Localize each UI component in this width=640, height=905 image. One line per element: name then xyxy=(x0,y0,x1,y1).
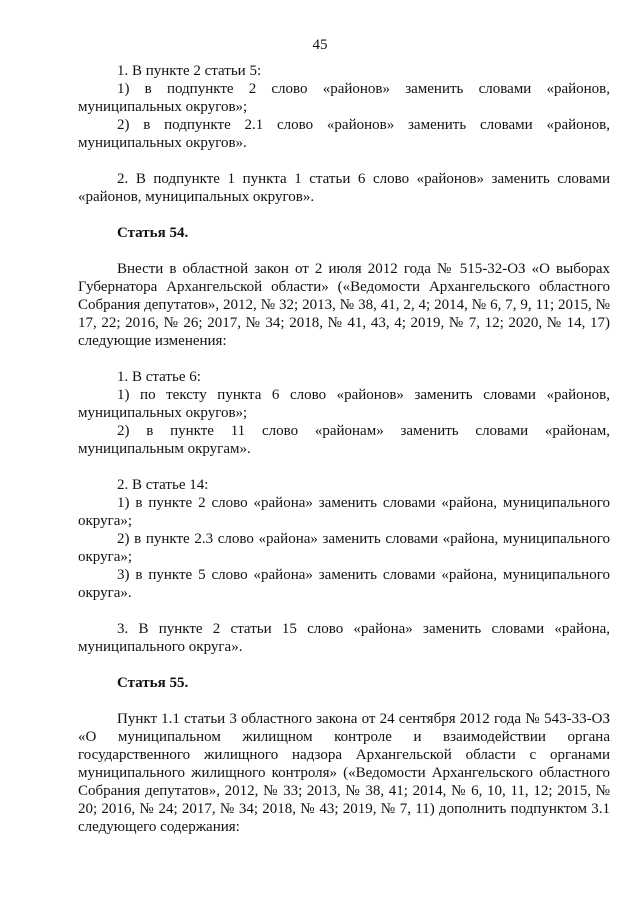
article-54-intro: Внести в областной закон от 2 июля 2012 года № 515-32-ОЗ «О выборах Губернатора Архангельской области» («Ведомости Архангельского областного Собрания депутатов», 2012, № 32; 2013, № 38, 41, 2, 4; 2014, № 6, 7, 9, 11; 2015, № 17, 22; 2016, № 26; 2017, № 34; 2018, № 41, 43, 4; 2019, № 7, 12; 2020, № 14, 17) следующие изменения: xyxy=(78,261,610,349)
paragraph-gap xyxy=(78,656,610,674)
paragraph-article6b-sub2: 2) в пункте 11 слово «районам» заменить словами «районам, муниципальным округам». xyxy=(78,423,610,457)
paragraph-article5-sub1: 1) в подпункте 2 слово «районов» заменить словами «районов, муниципальных округов»; xyxy=(78,81,610,115)
paragraph-article15-item: 3. В пункте 2 статьи 15 слово «района» заменить словами «района, муниципального округа». xyxy=(78,621,610,655)
paragraph-gap xyxy=(78,350,610,368)
paragraph-gap xyxy=(78,458,610,476)
article-54-heading: Статья 54. xyxy=(117,225,189,241)
article-55-intro: Пункт 1.1 статьи 3 областного закона от 24 сентября 2012 года № 543-33-ОЗ «О муниципальном жилищном контроле и взаимодействии органа государственного жилищного надзора Архангельской области с органами муниципального жилищного контроля» («Ведомости Архангельского областного Собрания депутатов», 2012, № 33; 2013, № 38, 41; 2014, № 6, 10, 11, 12; 2015, № 20; 2016, № 24; 2017, № 34; 2018, № 43; 2019, № 7, 11) дополнить подпунктом 3.1 следующего содержания: xyxy=(78,711,610,835)
paragraph-article14-sub2: 2) в пункте 2.3 слово «района» заменить словами «района, муниципального округа»; xyxy=(78,531,610,565)
paragraph-article6b-item: 1. В статье 6: xyxy=(117,369,201,385)
page-number: 45 xyxy=(312,37,328,53)
paragraph-article5-sub2: 2) в подпункте 2.1 слово «районов» заменить словами «районов, муниципальных округов». xyxy=(78,117,610,151)
paragraph-gap xyxy=(78,206,610,224)
paragraph-article6-item: 2. В подпункте 1 пункта 1 статьи 6 слово «районов» заменить словами «районов, муниципальных округов». xyxy=(78,171,610,205)
paragraph-article14-sub3: 3) в пункте 5 слово «района» заменить словами «района, муниципального округа». xyxy=(78,567,610,601)
paragraph-gap xyxy=(78,152,610,170)
paragraph-gap xyxy=(78,692,610,710)
paragraph-article14-sub1: 1) в пункте 2 слово «района» заменить словами «района, муниципального округа»; xyxy=(78,495,610,529)
paragraph-article14-item: 2. В статье 14: xyxy=(117,477,209,493)
paragraph-article5-item: 1. В пункте 2 статьи 5: xyxy=(117,63,262,79)
paragraph-gap xyxy=(78,602,610,620)
paragraph-article6b-sub1: 1) по тексту пункта 6 слово «районов» заменить словами «районов, муниципальных округов»; xyxy=(78,387,610,421)
document-body xyxy=(78,62,610,836)
paragraph-gap xyxy=(78,242,610,260)
article-55-heading: Статья 55. xyxy=(117,675,189,691)
